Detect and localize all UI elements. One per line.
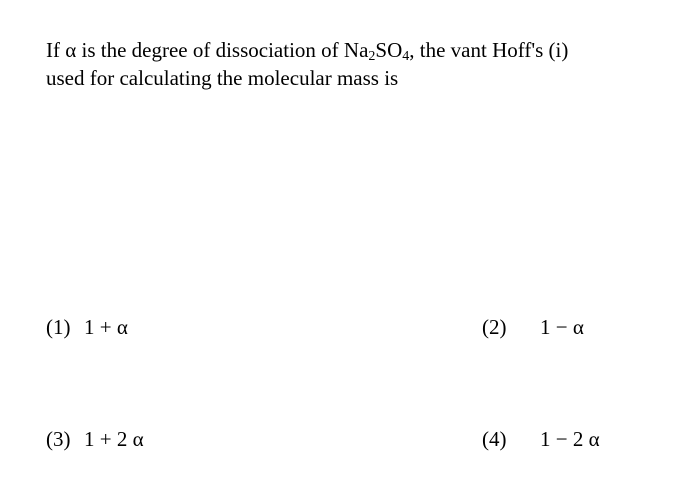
subscript-4: 4 [402, 49, 410, 64]
question-text-part: , the vant Hoff's (i) [409, 38, 569, 62]
option-number: (3) [46, 427, 71, 451]
question-text-part: If α is the degree of dissociation of Na [46, 38, 369, 62]
option-4[interactable] [482, 426, 600, 452]
option-expression: 1 − 2 α [540, 427, 600, 451]
option-expression: 1 + α [84, 315, 128, 339]
question-line-2: used for calculating the molecular mass is [46, 66, 399, 90]
option-2[interactable] [482, 314, 584, 340]
option-expression: 1 − α [540, 315, 584, 339]
option-expression: 1 + 2 α [84, 427, 144, 451]
question-text [46, 36, 656, 92]
subscript-2: 2 [368, 49, 376, 64]
option-number: (2) [482, 315, 507, 339]
question-text-part: SO [375, 38, 403, 62]
option-1[interactable] [46, 314, 128, 340]
question-line-1 [46, 36, 656, 64]
option-3[interactable] [46, 426, 144, 452]
option-number: (4) [482, 427, 507, 451]
option-number: (1) [46, 315, 71, 339]
